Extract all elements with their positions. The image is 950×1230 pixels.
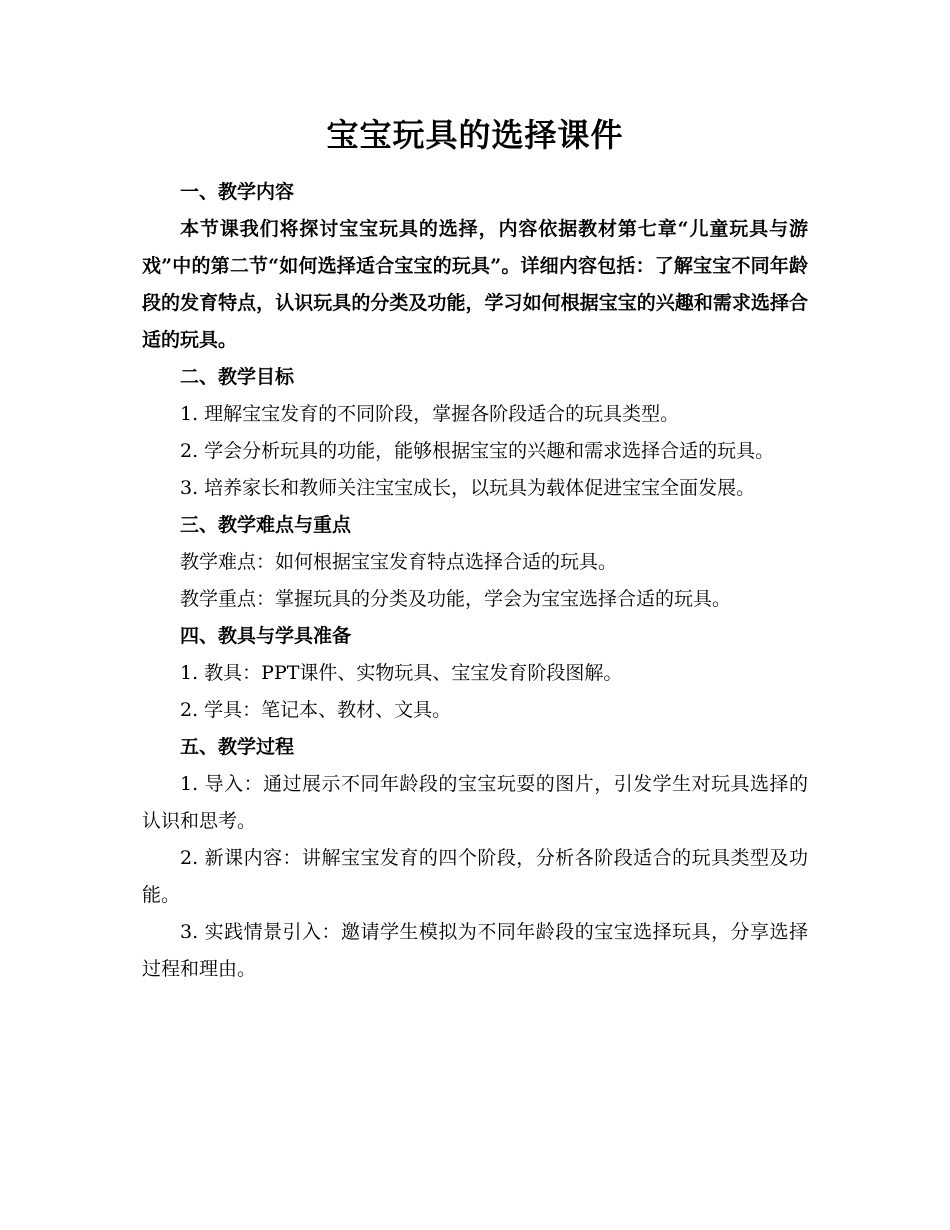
section-heading-content: 一、教学内容 [180,181,295,203]
goal-item-3: 3. 培养家长和教师关注宝宝成长，以玩具为载体促进宝宝全面发展。 [180,477,756,499]
materials-item-1: 1. 教具：PPT课件、实物玩具、宝宝发育阶段图解。 [180,662,623,684]
document-page [142,110,808,988]
section-heading-process: 五、教学过程 [180,736,295,758]
section-heading-goals: 二、教学目标 [180,366,295,388]
section-heading-materials: 四、教具与学具准备 [180,625,352,647]
key-point-text: 教学重点：掌握玩具的分类及功能，学会为宝宝选择合适的玩具。 [180,588,732,610]
content-paragraph: 本节课我们将探讨宝宝玩具的选择，内容依据教材第七章“儿童玩具与游戏”中的第二节“如何选择适合宝宝的玩具”。详细内容包括：了解宝宝不同年龄段的发育特点，认识玩具的分类及功能，学习如何根据宝宝的兴趣和需求选择合适的玩具。 [142,218,808,351]
process-item-1: 1. 导入：通过展示不同年龄段的宝宝玩耍的图片，引发学生对玩具选择的认识和思考。 [142,773,808,832]
process-item-2: 2. 新课内容：讲解宝宝发育的四个阶段，分析各阶段适合的玩具类型及功能。 [142,847,808,906]
goal-item-2: 2. 学会分析玩具的功能，能够根据宝宝的兴趣和需求选择合适的玩具。 [180,440,775,462]
difficulty-text: 教学难点：如何根据宝宝发育特点选择合适的玩具。 [180,551,618,573]
goal-item-1: 1. 理解宝宝发育的不同阶段，掌握各阶段适合的玩具类型。 [180,403,680,425]
process-item-3: 3. 实践情景引入：邀请学生模拟为不同年龄段的宝宝选择玩具，分享选择过程和理由。 [142,921,808,980]
materials-item-2: 2. 学具：笔记本、教材、文具。 [180,699,452,721]
section-heading-difficulties: 三、教学难点与重点 [180,514,352,536]
document-title: 宝宝玩具的选择课件 [326,116,624,154]
